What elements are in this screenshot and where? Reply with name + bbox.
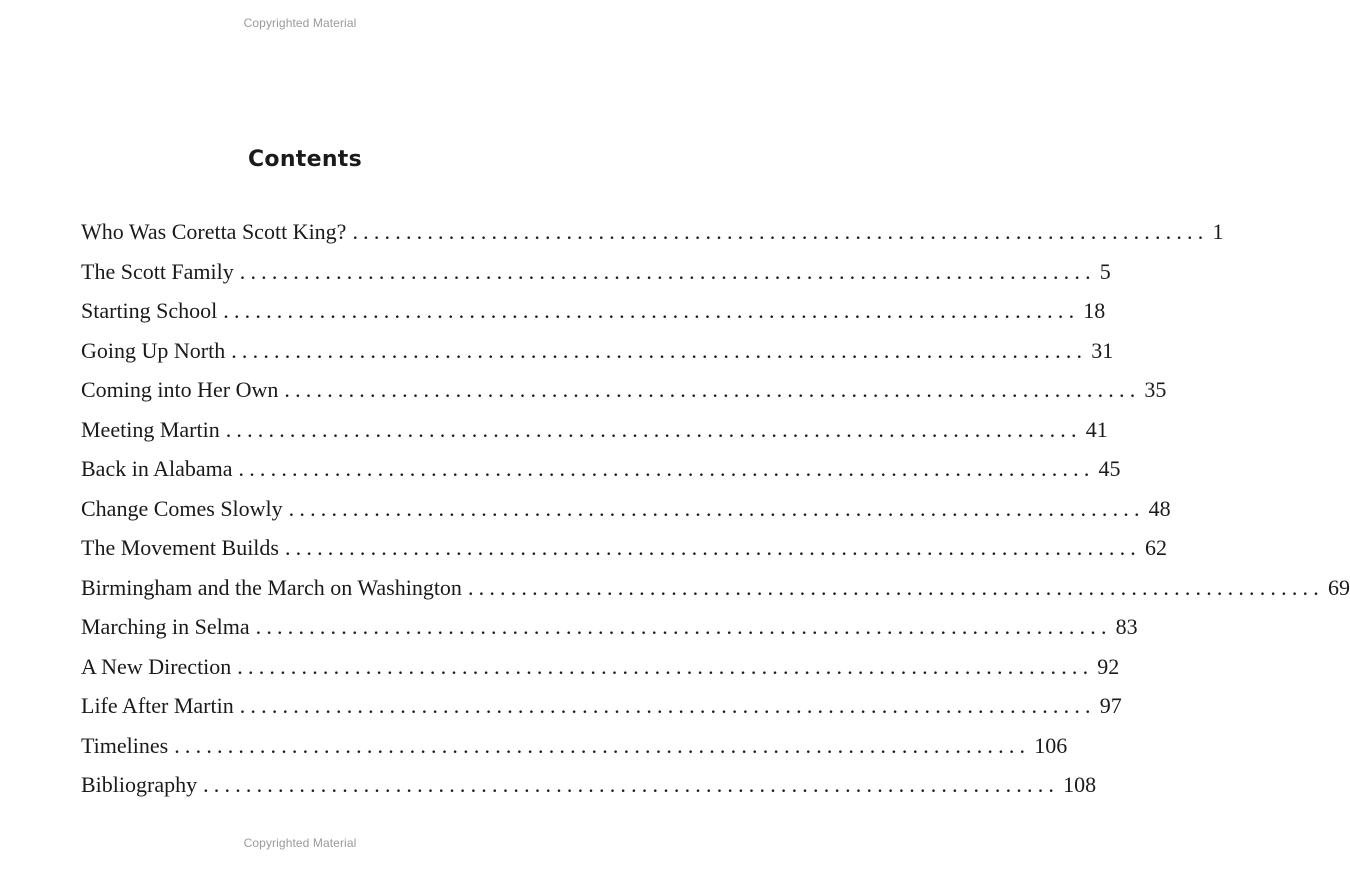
toc-entry-page: 48 [1148,495,1171,521]
toc-entry-title: Marching in Selma [81,614,250,639]
toc-entry[interactable] [81,726,1068,766]
toc-entry[interactable] [81,370,1167,410]
toc-entry[interactable] [81,252,1111,292]
toc-entry[interactable] [81,489,1171,529]
toc-entry-page: 31 [1091,337,1114,363]
toc-entry[interactable] [81,212,1224,252]
toc-entry-title: The Movement Builds [81,535,279,560]
toc-leader-dots: ................................................................................ [284,377,1141,402]
toc-entry-page: 41 [1085,416,1108,442]
toc-entry-page: 108 [1063,772,1097,797]
toc-entry-page: 62 [1144,535,1167,560]
toc-entry-title: Timelines [81,732,169,758]
toc-entry-title: Who Was Coretta Scott King? [81,219,347,244]
toc-entry[interactable] [81,528,1167,568]
toc-entry-title: Birmingham and the March on Washington [81,574,462,600]
toc-entry[interactable] [81,765,1097,805]
toc-leader-dots: ................................................................................ [223,298,1080,323]
toc-entry[interactable] [81,449,1121,489]
toc-entry-page: 97 [1099,693,1122,718]
toc-leader-dots: ................................................................................ [238,456,1095,481]
toc-entry-title: Life After Martin [81,693,234,718]
toc-entry-title: Starting School [81,298,218,323]
toc-entry-title: Bibliography [81,772,198,797]
toc-entry-page: 45 [1098,456,1121,481]
toc-leader-dots: ................................................................................ [352,219,1209,244]
toc-entry-title: Back in Alabama [81,456,233,481]
toc-leader-dots: ................................................................................ [239,258,1096,284]
toc-entry-title: Coming into Her Own [81,377,279,402]
toc-leader-dots: ................................................................................ [255,614,1112,639]
toc-entry-title: Change Comes Slowly [81,495,283,521]
toc-entry-title: The Scott Family [81,258,234,284]
table-of-contents [81,212,1350,805]
toc-entry[interactable] [81,568,1350,608]
toc-entry-page: 69 [1327,574,1350,600]
toc-entry[interactable] [81,686,1122,726]
toc-entry-title: A New Direction [81,653,232,679]
toc-entry-title: Meeting Martin [81,416,220,442]
toc-leader-dots: ................................................................................ [288,495,1145,521]
toc-entry-page: 92 [1097,653,1120,679]
toc-leader-dots: ................................................................................ [203,772,1060,797]
toc-entry[interactable] [81,291,1106,331]
toc-entry-page: 18 [1083,298,1106,323]
toc-entry-page: 35 [1144,377,1167,402]
toc-leader-dots: ................................................................................ [284,535,1141,560]
toc-entry-page: 1 [1212,219,1224,244]
toc-leader-dots: ................................................................................ [239,693,1096,718]
toc-leader-dots: ................................................................................ [225,416,1082,442]
toc-entry-page: 5 [1099,258,1111,284]
toc-entry[interactable] [81,647,1120,687]
toc-leader-dots: ................................................................................ [231,337,1088,363]
copyright-watermark-bottom: Copyrighted Material [243,836,357,850]
toc-leader-dots: ................................................................................ [467,574,1324,600]
toc-entry-page: 83 [1115,614,1138,639]
toc-leader-dots: ................................................................................ [174,732,1031,758]
page-title: Contents [247,147,363,172]
toc-entry[interactable] [81,410,1108,450]
toc-entry[interactable] [81,331,1114,371]
copyright-watermark-top: Copyrighted Material [243,16,357,30]
toc-entry[interactable] [81,607,1138,647]
toc-entry-title: Going Up North [81,337,226,363]
toc-entry-page: 106 [1034,732,1068,758]
toc-leader-dots: ................................................................................ [237,653,1094,679]
